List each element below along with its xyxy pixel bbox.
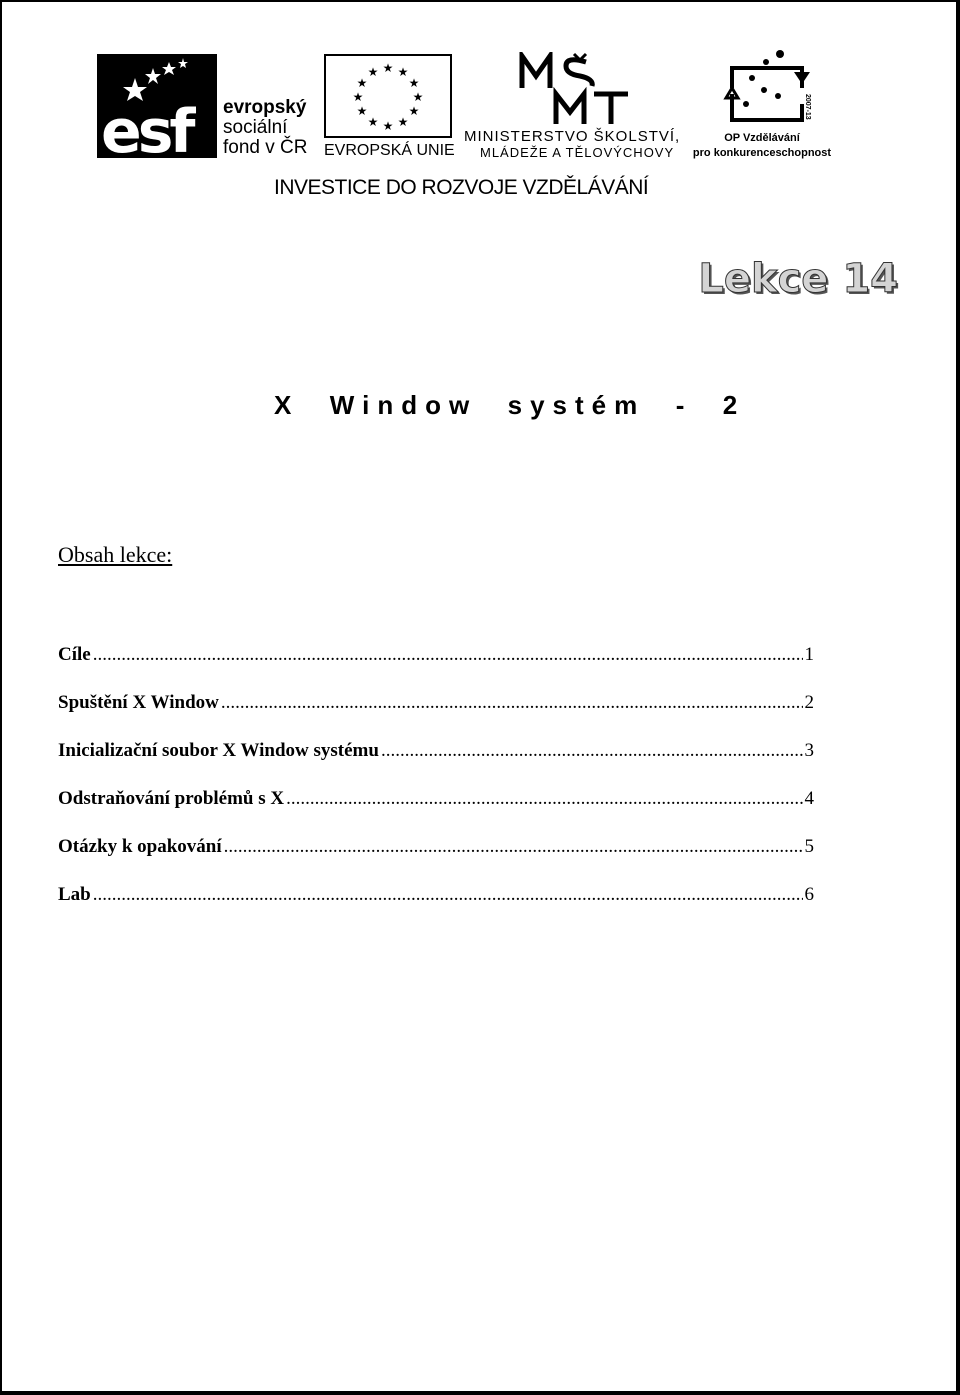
- toc-entry-spusteni[interactable]: [58, 690, 814, 738]
- svg-text:★: ★: [412, 90, 424, 104]
- svg-text:★: ★: [367, 115, 379, 129]
- toc-entry-title: Lab: [58, 884, 91, 905]
- eu-flag-icon: [324, 54, 452, 138]
- op-line-1: OP Vzdělávání: [724, 132, 800, 144]
- toc-leader-dots: [286, 786, 802, 812]
- table-of-contents: [58, 642, 814, 930]
- op-mark-icon: [722, 48, 812, 130]
- esf-logo: [97, 54, 317, 167]
- svg-text:★: ★: [408, 104, 420, 118]
- toc-entry-odstranovani[interactable]: [58, 786, 814, 834]
- toc-entry-otazky[interactable]: [58, 834, 814, 882]
- toc-heading: Obsah lekce:: [58, 542, 173, 567]
- toc-entry-title: Cíle: [58, 644, 91, 665]
- document-title: X Window systém - 2: [274, 390, 746, 420]
- eu-stars: [353, 61, 424, 133]
- toc-leader-dots: [93, 642, 803, 668]
- toc-entry-title: Inicializační soubor X Window systému: [58, 740, 379, 761]
- toc-leader-dots: [93, 882, 803, 908]
- logo-header: [2, 2, 960, 202]
- svg-text:★: ★: [397, 65, 409, 79]
- svg-text:★: ★: [408, 76, 420, 90]
- toc-entry-title: Otázky k opakování: [58, 836, 222, 857]
- eu-logo: [324, 54, 456, 162]
- svg-text:★: ★: [382, 61, 394, 75]
- esf-line-3: fond v ČR: [223, 137, 308, 158]
- msmt-logo: [464, 52, 688, 162]
- toc-entry-title: Odstraňování problémů s X: [58, 788, 285, 809]
- lesson-number: Lekce 14: [698, 256, 898, 302]
- eu-caption: EVROPSKÁ UNIE: [324, 142, 455, 159]
- svg-text:★: ★: [382, 119, 394, 133]
- toc-entry-page: 4: [804, 788, 814, 809]
- svg-text:★: ★: [352, 90, 364, 104]
- msmt-line-1: MINISTERSTVO ŠKOLSTVÍ,: [464, 128, 681, 145]
- msmt-mark-icon: [516, 52, 632, 128]
- svg-text:★: ★: [367, 65, 379, 79]
- op-badge: 2007-13: [804, 94, 811, 120]
- svg-text:★: ★: [356, 76, 368, 90]
- toc-leader-dots: [381, 738, 803, 764]
- esf-black-block: [97, 54, 217, 167]
- toc-entry-inicializacni-soubor[interactable]: [58, 738, 814, 786]
- svg-text:★: ★: [397, 115, 409, 129]
- toc-entry-lab[interactable]: [58, 882, 814, 930]
- toc-entry-page: 1: [804, 644, 814, 665]
- op-logo: [692, 48, 842, 162]
- msmt-line-2: MLÁDEŽE A TĚLOVÝCHOVY: [480, 145, 675, 160]
- esf-caption: [223, 98, 307, 158]
- svg-text:★: ★: [356, 104, 368, 118]
- toc-entry-page: 6: [804, 884, 814, 905]
- toc-entry-title: Spuštění X Window: [58, 692, 219, 713]
- esf-mark-text: esf: [101, 97, 192, 167]
- toc-entry-page: 3: [804, 740, 814, 761]
- esf-line-2: sociální: [223, 117, 288, 138]
- toc-entry-page: 5: [804, 836, 814, 857]
- op-line-2: pro konkurenceschopnost: [692, 147, 832, 159]
- toc-entry-page: 2: [804, 692, 814, 713]
- toc-entry-cile[interactable]: [58, 642, 814, 690]
- esf-line-1: evropský: [223, 97, 307, 118]
- tagline: INVESTICE DO ROZVOJE VZDĚLÁVÁNÍ: [274, 176, 649, 199]
- toc-leader-dots: [224, 834, 803, 860]
- toc-leader-dots: [221, 690, 803, 716]
